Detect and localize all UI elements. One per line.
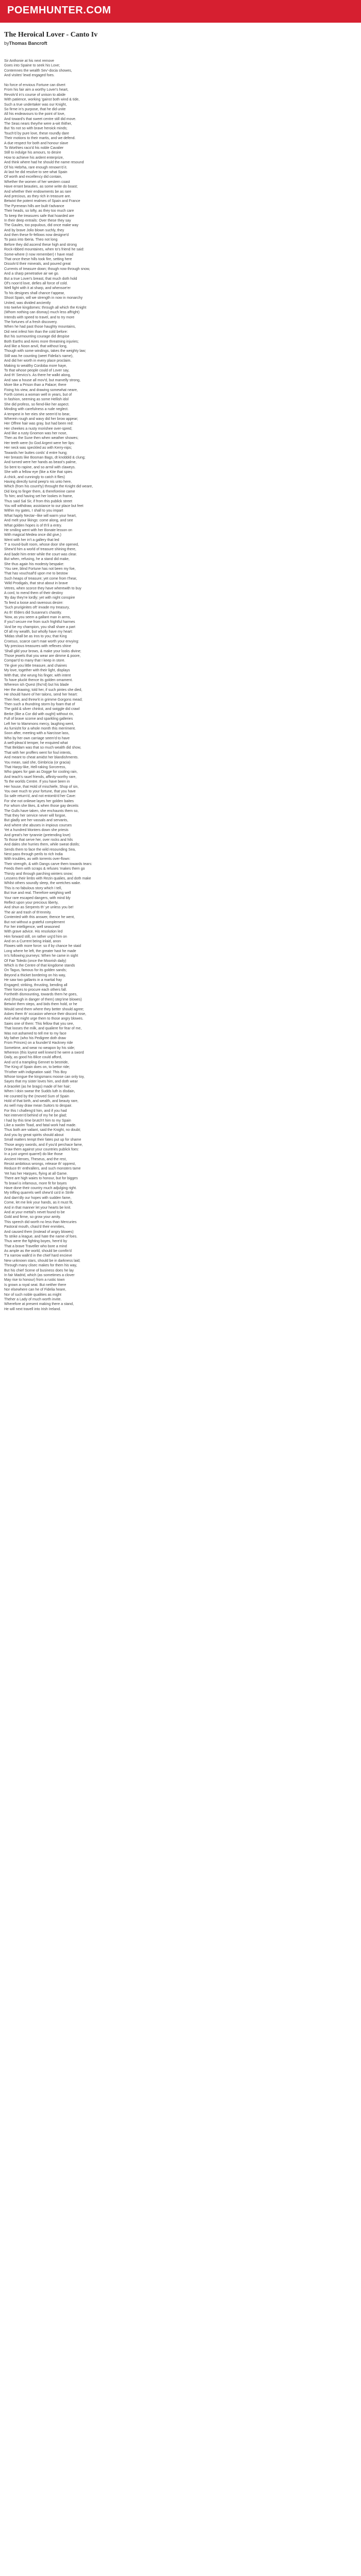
poem-line: Then as the Sune then when weather showes; <box>4 436 78 440</box>
poem-line: Of's noon'd love, defies all force of cold. <box>4 281 68 285</box>
poem-line: And turned were her hands as beast's palme, <box>4 461 77 465</box>
poem-line: Wherein rough and wavy did her brow appear; <box>4 417 78 421</box>
poem-line: To that whose people could of Lover say, <box>4 369 70 372</box>
poem-line: 'My precious treasures with reflexes shine <box>4 645 71 649</box>
poem-line: But gladly are her vassals and servants, <box>4 819 69 823</box>
poem-line: But his chief Scene of business does he lay <box>4 1268 74 1273</box>
poem-line: (Whom nothing can dismay) much less affright) <box>4 311 80 315</box>
poem-line: Resist ambitious wrongs, release th' opprest, <box>4 1162 76 1166</box>
poem-line: Which (from his count'ty) throught the Knight did weare, <box>4 485 93 489</box>
poem-line: Him forward still, on rather urg'd him on <box>4 935 67 939</box>
poem-line: Beyond a thicket bordering on his way, <box>4 973 66 977</box>
poem-line: Dissolv'd their minerals, and poured great <box>4 262 71 266</box>
poem-line: And like a rusty Gnomon was her nose, <box>4 432 68 436</box>
poem-line: No force of envious Fortune can divert <box>4 83 65 87</box>
poem-line: As well may draw mean Suitors to despair. <box>4 1104 72 1108</box>
poem-line: So firme in's purpose, that he did unite <box>4 107 66 111</box>
poem-line: And where she abuses in impious courses <box>4 823 72 827</box>
poem-line: Their forces to procure each others fall. <box>4 988 67 992</box>
poem-line: May rise to honour) from a rustic town <box>4 1278 65 1282</box>
poem-line: To feed a loose and ravenous desire: <box>4 601 63 605</box>
poem-line: Long where he left, the greater hast he made <box>4 949 76 953</box>
poem-line: He saw two gallants in a martial fray <box>4 978 62 982</box>
poem-line: Intends with speed to travel, and to try more <box>4 315 75 319</box>
poem-line: Their heads, so lofty, as they too much care <box>4 209 74 213</box>
poem-line: How to achieve his ardent enterprize, <box>4 156 64 160</box>
poem-line: Sends them to face the wild resounding Sea, <box>4 848 76 852</box>
poem-title: The Heroical Lover - Canto Iv <box>4 31 98 39</box>
poem-line: Her house, that Hold of mischiefe, Shop of sin, <box>4 785 79 789</box>
poem-line: 'I'le give you little treasure, and chaines <box>4 664 67 668</box>
poem-line: Nest pass through perils to rich India <box>4 853 63 857</box>
poem-line: And caused them (instead of angry blowes) <box>4 1230 74 1234</box>
poem-line: Soon after, meeting with a Narcisse lass, <box>4 732 70 736</box>
poem-line: Hold of that birth, and wealth, and beauty rare, <box>4 1099 78 1103</box>
poem-line: More like a Prison than a Palace; there <box>4 383 67 387</box>
poem-line: Like a swolm Toad, and fatal work had made. <box>4 1123 76 1127</box>
poem-line: In a just urgent quarrel) do like those <box>4 1153 63 1157</box>
poem-line: Full of brave scorne and sparkling galleries <box>4 717 73 721</box>
poem-line: Yet has her Harpyes, flying at all Game. <box>4 1172 68 1176</box>
poem-line: Theher a Lady of much worth invite. <box>4 1298 62 1301</box>
poem-line: Such heaps of treasure; yet come from t'hear, <box>4 577 77 581</box>
poem-line: To keep the treasures safe that hoarded are <box>4 214 74 218</box>
poem-line: At last he did resolve to see what Spain <box>4 170 68 174</box>
poem-line: Vetres, when scorce they have wherewith to buy <box>4 586 81 590</box>
poem-line: She with a fellow eye (like a Kite that spies <box>4 470 73 474</box>
poem-line: 'Such pruriginites oft' invade my treasury, <box>4 606 70 610</box>
poem-line: He should havre of her talons, send her heart: <box>4 693 78 697</box>
poem-line: T' a round-built room, whose door she opened, <box>4 543 79 547</box>
poem-line: And bade him enter while the court was clear. <box>4 552 77 556</box>
poem-line: The King of Spain does on, to bettor ride; <box>4 1065 70 1070</box>
poem-line: That Harpy-like, Hell-raking Sorceress, <box>4 766 67 770</box>
poem-line: With troubles, as with torrents over-flown: <box>4 857 71 861</box>
poem-line: Into twelve kingdomes: through all which the Knight <box>4 306 87 310</box>
poem-line: This speech did worth no less than Mercuries <box>4 1220 77 1224</box>
poem-line: Is grown a royal seat. But neither there <box>4 1283 67 1287</box>
poem-line: As furnisht for a whole month this merriment. <box>4 726 76 731</box>
poem-line: There are high waies to honour, but for bigges <box>4 1177 78 1181</box>
poem-line: Still was he counting (weet Fidelia's name), <box>4 354 74 358</box>
poem-line: Lessens their limbs with Rezin qualies, and doth make <box>4 877 91 881</box>
poem-line: That looses the milk, and qualiere for fear of me, <box>4 1027 82 1031</box>
poem-line: And shun as Serpents th' ye unless you be! <box>4 906 74 910</box>
poem-line: Thirsty and through parching winters snow; <box>4 872 73 876</box>
poem-line: To those that serve her, over rocks and hils <box>4 838 73 842</box>
poem-line <box>4 78 355 83</box>
poem-line: And by brave Jolio blown suchly, they <box>4 228 64 232</box>
poem-line: Whilst others soundly sleep, the wretches wake. <box>4 882 81 886</box>
poem-line: Was not ashamed to tell me to my face <box>4 1031 67 1036</box>
poem-line: With magical Medea once did give,) <box>4 533 61 537</box>
poem-line: To him; and having set her lookes in frame, <box>4 495 73 499</box>
poem-line: That a brave Traveller who bore a mind <box>4 1244 67 1248</box>
poem-line: Minding with carefulness a rude neglect. <box>4 408 69 412</box>
poem-line: But not without a grateful complement <box>4 920 65 924</box>
poem-line: Who by her own carriage seem'd to have <box>4 736 70 740</box>
poem-line: Th'other with indignation said: This Boy <box>4 1070 67 1074</box>
poem-line: Having directly turnd peep'o nis unto here, <box>4 480 72 484</box>
poem-line: For this I challeng'd him, and if you had <box>4 1109 67 1113</box>
poem-line: Shew'd him a world of treasure shining there, <box>4 548 76 552</box>
poem-line: Which is the Centre of that kingdome stands <box>4 964 75 968</box>
poem-line: I had by this time brutch't him to my Spain <box>4 1118 71 1123</box>
poem-line: Wherefore at present making there a stand, <box>4 1302 74 1307</box>
poem-line: Saies one of them: This fellow that you see, <box>4 1022 74 1026</box>
poem-line: What hapily Nectar--like will warm your heart, <box>4 514 77 518</box>
poem-line: A well-pleas'd temper, he enquired what <box>4 741 68 745</box>
poem-line: To Worthies raco'd his noble Cavalier <box>4 146 64 150</box>
poem-line: Reflect upon your precious liberty, <box>4 901 59 905</box>
poem-line: And then these fir-fellows now designe'd <box>4 233 69 238</box>
logo-rest-text: HUNTER.COM <box>38 5 111 16</box>
poem-line: 'And be my champion, you shall share a part <box>4 625 75 629</box>
poem-line: And at your mettal's nevet found to be <box>4 1210 65 1214</box>
poem-line: Sometime, and wear no weapon by his side; <box>4 1046 75 1050</box>
poem-line: In fashion, seeming as some Hellish idol <box>4 398 69 402</box>
poem-line: And meant to cheat amidst her blandishments. <box>4 756 79 760</box>
poem-line: Currents of treasure down; though now through snow, <box>4 267 90 271</box>
poem-line: What golden hopes is of th'il a entry. <box>4 523 62 528</box>
poem-line: Reduce th' enthrallers, and such monsters tame <box>4 1167 81 1171</box>
poem-line: Feeds them with scraps & refuses 'makes them go <box>4 867 85 871</box>
poem-line: Compar'd to many that I keep in store. <box>4 659 65 663</box>
poem-line: Whether the women of her western coast <box>4 180 70 184</box>
poem-line: In's following journeys: When he came in sight <box>4 954 78 958</box>
poem-line: To pass into Iberia. Theo not long <box>4 238 58 242</box>
poem-line: Small matters tempt their fates put up for shame <box>4 1138 81 1142</box>
poem-line: And on a Current being inlaid, anon <box>4 940 61 944</box>
poem-line: My father (who his Pedigree doth draw <box>4 1036 66 1040</box>
poem-line: Touch'd by pure love, these roundly dare <box>4 131 69 135</box>
poem-line: The fortunes of a fresh discovery. <box>4 320 58 325</box>
poem-line: Their strength, & with Dangs carve them towards tears: <box>4 862 92 866</box>
poem-line: You owe much to your fortune, that you have <box>4 789 76 793</box>
poem-line: Whereon (this loyest well knew'd he were a sword <box>4 1051 84 1055</box>
poem-line: You mean, said she, Gimbricia (or gracia) <box>4 760 71 765</box>
poem-line: From his fair aim a worthy Lover's heart, <box>4 88 69 92</box>
poem-line: To strike a league, and hate the name of foes. <box>4 1234 78 1239</box>
poem-line: Her the drawing; told her, if such pintes she died, <box>4 688 83 692</box>
poem-line: Whereon ish Quest (tho'rd) but his blade <box>4 683 69 687</box>
poem-line: Making to wealthy Cordoba more haye, <box>4 364 67 368</box>
poem-line: And (though in danger of them) step'ime blowes) <box>4 997 82 1002</box>
poem-line: Fortheith dismounting, towards them he goes, <box>4 993 78 997</box>
poem-line: In their deep entrails: Over these they say <box>4 218 71 223</box>
poem-line: With patience, working 'gainst both wind & tide, <box>4 98 80 102</box>
poem-line: With grave advice. His resolution led <box>4 930 63 934</box>
poem-line: If you'l secure me from such frightful harmes <box>4 620 75 624</box>
poem-line: And you by great spirits should about <box>4 1133 64 1137</box>
poem-line: A tempest in her eies she seem'd to bear, <box>4 412 71 416</box>
poem-line: This is no fabulous story which I tell, <box>4 886 62 890</box>
poem-line: All his endeavours to the point of love, <box>4 112 65 116</box>
by-label: by <box>4 41 9 46</box>
poem-line: And like a Noon anvil, that without long, <box>4 345 68 349</box>
poem-line: Croesus, scarce can't mae worth your envying: <box>4 639 79 643</box>
poem-line: Left her to Mammons mercy, laughing went, <box>4 722 74 726</box>
poem-line: And think where had he should the name resound <box>4 161 84 165</box>
poem-line: With that, she wrung his finger, with intent <box>4 673 71 677</box>
poem-line: Would send them where they better should agree; <box>4 1007 84 1011</box>
poem-line: 'Wild Prodigals, that strut about in brave <box>4 582 68 586</box>
poem-line: Of worth and excellency did contain, <box>4 175 62 179</box>
poem-line: Of Fair Toledo (once the Moorish daily) <box>4 959 67 963</box>
poem-line: And th' Servics's. As there he walkt along, <box>4 374 71 378</box>
poem-line: For her intelligence, well seasoned <box>4 925 60 929</box>
poem-line: Within my gates, I shall to you impart <box>4 509 63 513</box>
poem-line: To the worlds Centre. If you have been in <box>4 780 70 784</box>
poem-line: Through many clisec makes for them his way, <box>4 1264 77 1268</box>
poem-line: Flowes with more force: so if by chance he staid <box>4 944 81 948</box>
poem-line: Thus both are valiant, said the Knight, no doubt; <box>4 1128 81 1132</box>
poem-line: Have done their country much adjulging right. <box>4 1187 77 1191</box>
poem-line: Well fight with it at sharp, and whensoe'er <box>4 286 71 291</box>
poem-line: 'Midas shall be as Iros to you; that King <box>4 635 67 639</box>
poem-line: Draw them against your countries publick foes: <box>4 1147 79 1151</box>
poem-line: My trifling quarrels well shew'd ca'd in Strife <box>4 1191 74 1195</box>
poem-line: And did her worth in every place proclaim. <box>4 359 72 363</box>
poem-line: As th' Elders did Susanna's chastity. <box>4 611 62 615</box>
poem-line: The Gaules, too populous, did once make way <box>4 224 78 228</box>
poem-line: Not interven'd behind of my he be glad; <box>4 1114 67 1118</box>
poem-line: So bent to rapine, and so armil with claweys. <box>4 465 76 469</box>
poem-line: And dam'dly our hopes with sudden fame, <box>4 1196 72 1200</box>
poem-line: That they her service never will forgoe, <box>4 814 67 818</box>
poem-line: Daily, as good his Blice could afford, <box>4 1056 62 1060</box>
poem-line: 'You see, blind Fortune has not been my foe, <box>4 567 76 571</box>
poem-line: When he had past those haughty mountains, <box>4 325 76 329</box>
poem-line: 'By day they're lordly; yet with night conspire <box>4 596 75 600</box>
poem-line: Did next infest him than the cold before: <box>4 330 68 334</box>
poem-line: Rock-ribbed mountaines, when to's friend he said: <box>4 248 85 252</box>
poem-line: 'Now, as you seem a gallant man in arms, <box>4 615 71 619</box>
poem-line: But when, refusing, he a stand did make, <box>4 557 70 562</box>
poem-line: Pastoral mouth, chasi'd their enmities, <box>4 1225 65 1229</box>
poem-line: The gold & silver chinkst, and swiggle did crawl <box>4 707 80 711</box>
poem-line: That has vouchsaf'd upon me to bestow <box>4 572 68 576</box>
poem-line: Towards her buttes cords' d entre hung; <box>4 451 68 455</box>
author-link[interactable]: Thomas Bancroft <box>9 41 47 46</box>
poem-line: Thus said Sal Sir, if from this publick street <box>4 499 72 503</box>
poem-line: But a true Lover's breast, that much doth hold <box>4 277 77 281</box>
poem-line: Forth comes a woman well in years, but of <box>4 393 72 397</box>
poem-line: And precious, as they rich in treasure are. <box>4 194 71 198</box>
poem-header <box>4 31 355 46</box>
poem-line: Come, let me link your hands, as it must fit, <box>4 1201 73 1205</box>
poem-line: Revolv'd in's course of unison to abide <box>4 93 66 97</box>
poem-line: Sayes that my sister loves him, and doth wear <box>4 1080 78 1084</box>
poem-line: Her teeth were (to God Argent were her lips: <box>4 441 75 445</box>
poem-line: Shoot Spain, will we strength in now in monarchy <box>4 296 83 300</box>
poem-line: A due respect for both and honour slave <box>4 141 69 145</box>
poem-line: And great's her tyrannie (pretending love) <box>4 833 71 837</box>
poem-line: The air and trash of th'enmity. <box>4 910 52 914</box>
poem-line: That Beldam was that so much wealth did show, <box>4 746 81 750</box>
poem-line: But true and real. Therefore weighing well <box>4 891 71 895</box>
poem-line: Those angry swords, and if you'd perchace fame, <box>4 1143 83 1147</box>
poem-line: Before they did ascend these high and strong <box>4 243 77 247</box>
poem-line: Her neck was speckled as with Kerry-nips; <box>4 446 72 450</box>
poem-line: From Princes) on a founder'd Hackney ride <box>4 1041 73 1045</box>
poem-line: And visites' lewd engaged foes. <box>4 74 55 78</box>
poem-line: And whether their endowments be as rare <box>4 190 71 194</box>
poem-line: Nor of such noble qualities as might <box>4 1293 61 1297</box>
poem-line: She thus again his modesty bespake: <box>4 562 64 566</box>
poem-line: He counted by the (moved Sum of Spain <box>4 1094 70 1098</box>
poem-line: In fair Madrid, which (as sometimes a clover <box>4 1274 75 1278</box>
poem-line: Goes into Spaine to seek his Love; <box>4 64 60 68</box>
poem-line: He will next travell into Irish Ireland. <box>4 1307 61 1311</box>
poem-line: New unknown stars, should be in darkness laid; <box>4 1259 80 1263</box>
logo-main-text: POEM <box>7 5 39 16</box>
poem-line: Who gapes for gain as Dogge for cooling rain, <box>4 770 78 774</box>
poem-line: Fixing his view, and drawing somewhat neare, <box>4 388 78 392</box>
poem-line: Such a true undertaker was our Knight, <box>4 103 67 107</box>
poem-line: On Tagus, famous for its golden sands; <box>4 969 67 973</box>
poem-line: And a sharp penetrative air we go. <box>4 272 59 276</box>
site-header <box>0 0 361 23</box>
poem-line: That with her proffers went for foul intents, <box>4 751 72 755</box>
poem-line: Still to indulge his amours, to desire <box>4 151 61 155</box>
poem-line: For whom she likes, & when those gay deceits <box>4 804 78 808</box>
poem-line: And us'd a trampling Gennet to bestride, <box>4 1060 69 1064</box>
poem-line: Contemnes the wealth Sev'-docia showes, <box>4 69 72 73</box>
poem-line: Engaged; striking, thrusting, bending all <box>4 983 68 987</box>
poem-line: A cord, to mend them of their destiny <box>4 591 63 595</box>
poem-line: Have errant beauties, as some write do boast; <box>4 185 78 189</box>
poem-line: Did long to finger them, & thereforeine came <box>4 489 75 494</box>
poem-line: Askes them th' occasion whence their discord rose, <box>4 1012 86 1016</box>
poem-line: The Pyrenean hills are built t'advance <box>4 204 64 208</box>
poem-line: Their motions to their martis, and we defend. <box>4 137 76 141</box>
poem-line: Berke (like a Cor did with ought) without rin, <box>4 712 74 716</box>
poem-line: Then such a thundring storm by foam that of <box>4 702 75 706</box>
poem-line: Her Offree hair was gray, but had been red: <box>4 422 74 426</box>
poem-line: United, was divided anciently <box>4 301 51 305</box>
poem-line: She did profess, so fiend-like her aspect. <box>4 402 70 406</box>
poem-line: That once these hills took fire, setting here <box>4 258 72 262</box>
poem-line: Both Earths and Aires more threatning injuries; <box>4 340 79 344</box>
poem-line: And toward's that sweet centre still did move. <box>4 117 76 121</box>
poem-line: Yet a hundred Monters down she priesis <box>4 828 69 833</box>
poem-line: Your rare escaped dangers, with mind bly <box>4 896 71 900</box>
poem-line: As ample as the world, should be comfin'd <box>4 1249 72 1253</box>
poem-line: Her cheekes a nusty morishee over-spred; <box>4 427 72 431</box>
poem-line: And saw a house all mov'd, but marvelly strong, <box>4 378 81 382</box>
poem-line: Sir Anthonie at his next remove <box>4 59 54 63</box>
site-logo[interactable] <box>7 5 111 16</box>
poem-line: Of all my wealth, but wholly have my heart: <box>4 630 73 634</box>
poem-line: And in that manner let your hearts be knit. <box>4 1206 71 1210</box>
poem-line: Though with some windings, takes the weighty law; <box>4 349 86 353</box>
poem-line: And teach's rauel friends, affinity-worthy rare, <box>4 775 77 779</box>
poem-line: But his surmounting courage did despise <box>4 335 70 339</box>
poem-line: To brawl is infamous, more fit for boyes <box>4 1181 67 1185</box>
poem-byline <box>4 40 355 46</box>
poem-line: When I doin swear the Sudds luth is disdain, <box>4 1090 75 1094</box>
poem-line: Thus were the fighting boyes, here'd by <box>4 1240 67 1244</box>
poem-line: 'Shall gild your brows, & make your looks divine; <box>4 649 81 653</box>
poem-line: And melt your likings: come along, and see <box>4 519 73 523</box>
poem-line: And dales she hurries them, while sweat distils; <box>4 843 80 847</box>
poem-line: For she not onliewe layes her golden baites <box>4 799 74 803</box>
poem-line: To have pluckt thence its golden ornament. <box>4 679 73 682</box>
poem-line: Gold and firme, so grow your amity. <box>4 1215 61 1219</box>
poem-line: The Seas nears theyrhe were a-wit thither, <box>4 122 72 126</box>
poem-line: And what might urge them to those angry blowes. <box>4 1017 84 1021</box>
poem-line: A chick, and cunningly to catch it flies) <box>4 475 65 479</box>
poem-line: Ancient Heroes, Theseus, and the rest, <box>4 1157 67 1161</box>
poem-line: The Gulls have taken, she enchaunts them so, <box>4 809 79 813</box>
poem-line: Betwixt the potent realmes of Spain and France <box>4 199 80 204</box>
poem-line: He smiling went with her Bonate lesson on <box>4 528 72 532</box>
poem-line: Went with her in't a gallery that led <box>4 538 59 542</box>
poem-line: T'a narrow walk'd in the chief hard encieve <box>4 1254 72 1258</box>
poem-line: Her breasts like Bosman Bags, dt knobbld & clung; <box>4 456 86 460</box>
poem-line: Those jewels that you wear are dimme & poore, <box>4 654 81 658</box>
poem-line: But 'tis not so with brave heroick minds; <box>4 127 68 131</box>
poem-line: My love, together with their light, displays <box>4 669 70 673</box>
poem-line: Whose tongue the kingsmans moose can only toy, <box>4 1075 85 1079</box>
poem-line: You will withdraw, assistance to our place but feet <box>4 504 84 508</box>
poem-body <box>4 59 355 1312</box>
poem-line: A bracelet (as he brags) made of her hair; <box>4 1084 71 1089</box>
poem-line: Betwixt them steps, and bids them hold, or he <box>4 1003 77 1007</box>
poem-line: Contented with this answer, thence he went, <box>4 916 75 920</box>
poem-line: Nor elsewhere can he of Fidelia heare, <box>4 1288 67 1292</box>
poem-line: Of his Hebrha, rare enough renown'd it. <box>4 165 68 170</box>
poem-line: So safe return'd, and not entomb'd her Cave: <box>4 794 76 799</box>
poem-line: Then feet, and threw'it in grimme Gorgons mead; <box>4 698 83 702</box>
poem-line: To his designes shall chance t'appear, <box>4 291 65 295</box>
poem-line: Some-where (I now remember) I have read <box>4 252 73 257</box>
